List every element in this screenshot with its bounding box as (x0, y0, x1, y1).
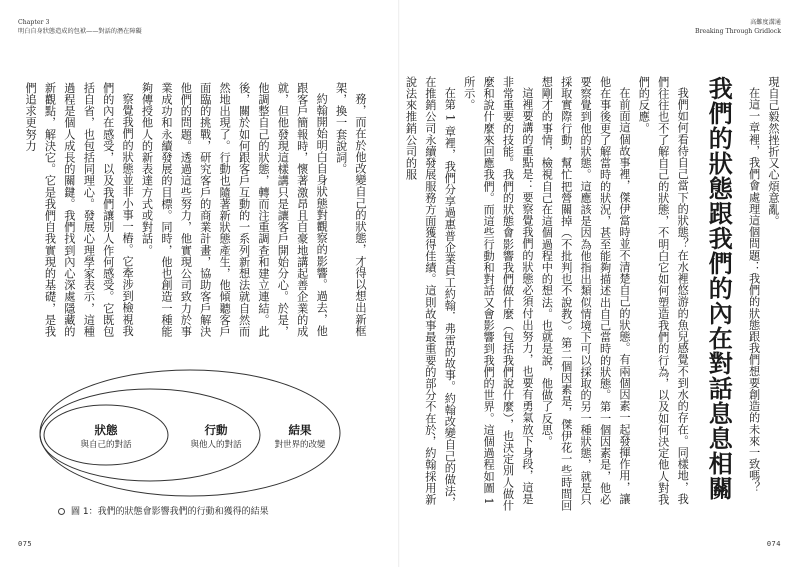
state-title: 狀態 (94, 423, 118, 437)
right-page-number: 074 (766, 540, 781, 548)
book-subtitle: Breaking Through Gridlock (695, 28, 781, 35)
paragraph: 我們如何看待自己當下的狀態？在水裡悠游的魚兒感覺不到水的存在。同樣地，我們往往也不了解自己的狀態，不明白它如何塑造我們的行為，以及如何決定他人對我們的反應。 (637, 76, 690, 506)
right-page (400, 0, 799, 567)
action-subtitle: 與他人的對話 (190, 440, 242, 450)
state-action-result-diagram (38, 355, 358, 505)
action-title: 行動 (204, 423, 228, 437)
action-node (176, 422, 256, 450)
chapter-title: 明白自身狀態造成的包袱——對話的潛在障礙 (18, 28, 142, 35)
chapter-label: Chapter 3 (18, 19, 50, 26)
right-body-text (404, 76, 783, 516)
paragraph: 在第 1 章裡，我們分享過惠普企業員工約翰．弗雷的故事。約翰改變自己的做法，在推銷公司永續發展服務方面獲得佳績。這則故事最重要的部分不在於，約翰採用新說法來推銷公司的服 (404, 76, 457, 509)
left-body-text (24, 82, 370, 344)
left-page-number: 075 (18, 540, 33, 548)
left-running-header (18, 18, 142, 36)
lead-line: 現自己毅然挫折又心煩意亂。 (767, 76, 780, 227)
right-running-header (695, 18, 781, 36)
result-title: 結果 (288, 423, 312, 437)
book-title: 高難度溝通 (750, 19, 781, 26)
bullet-icon (58, 508, 65, 515)
paragraph: 在前面這個故事裡，傑伊當時並不清楚自己的狀態。有兩個因素一起發揮作用，讓他在事後更了解當時的狀況，甚至能夠描述出自己當時的狀態。第一個因素是，他必要察覺到他的狀態。這應該是因為他指出類似情境下可以採取的另一種狀態，就是只採取實際行動，幫忙把營關掉（不批判也不說教）。第二個因素是，傑伊花一些時間回想剛才的事情，檢視自己在這個過程中的想法。也就是說，他做了反思。 (540, 76, 631, 512)
lead-question: 在這一章裡，我們會處理這個問題：我們的狀態跟我們想要創造的未來一致嗎？ (747, 87, 761, 494)
result-subtitle: 對世界的改變 (274, 440, 326, 450)
section-heading: 我們的狀態跟我們的內在對話息息相關 (704, 76, 733, 501)
figure-caption (58, 504, 269, 517)
state-subtitle: 與自己的對話 (80, 440, 132, 450)
paragraph: 務，而在於他改變自己的狀態，才得以想出新框架，換一套說詞。 (334, 82, 367, 337)
paragraph: 察覺我們的狀態並非小事一樁。它牽涉到檢視我們的內在感受，以及我們讓別人作何感受。它既包括自省，也包括同理心。發展心理學家表示，這種過程是個人成長的關鍵。我們找到內心深處隱藏的新觀點，解決它。它是我們自我實現的基礎，是我們追求更努力 (24, 82, 135, 338)
result-node (260, 422, 340, 450)
paragraph: 約翰開始明白自身狀態對觀察的影響。過去，他跟客戶簡報時，懷著激昂且自豪地講起善企業的成就，但他發現這樣講只是讓客戶開始分心。於是，他調整自己的狀態，轉而注重調查和建立連結。此後，關於如何跟客戶互動的一系列新想法就自然而然地出現了。行動也隨著新狀態產生，他傾聽客戶面臨的挑戰，研究客戶的商業計畫，協助客戶解決他們的問題。透過這些努力，他實現公司致力於事業成功和永續發展的目標。同時，他也創造一種能夠傳授他人的新表達方式或對話。 (140, 82, 329, 338)
state-node (58, 422, 154, 450)
left-page (0, 0, 399, 567)
paragraph: 這裡要講的重點是：要察覺我們的狀態必須付出努力，也要有勇氣放下身段，這是非常重要的技能。我們的狀態會影響我們做什麼（包括我們說什麼），也決定別人做什麼和說什麼來回應我們。而這些行動和對話又會影響到我們的世界。這個過程如圖 1 所示。 (462, 76, 534, 512)
caption-text: 圖 1：我們的狀態會影響我們的行動和獲得的結果 (71, 507, 269, 517)
